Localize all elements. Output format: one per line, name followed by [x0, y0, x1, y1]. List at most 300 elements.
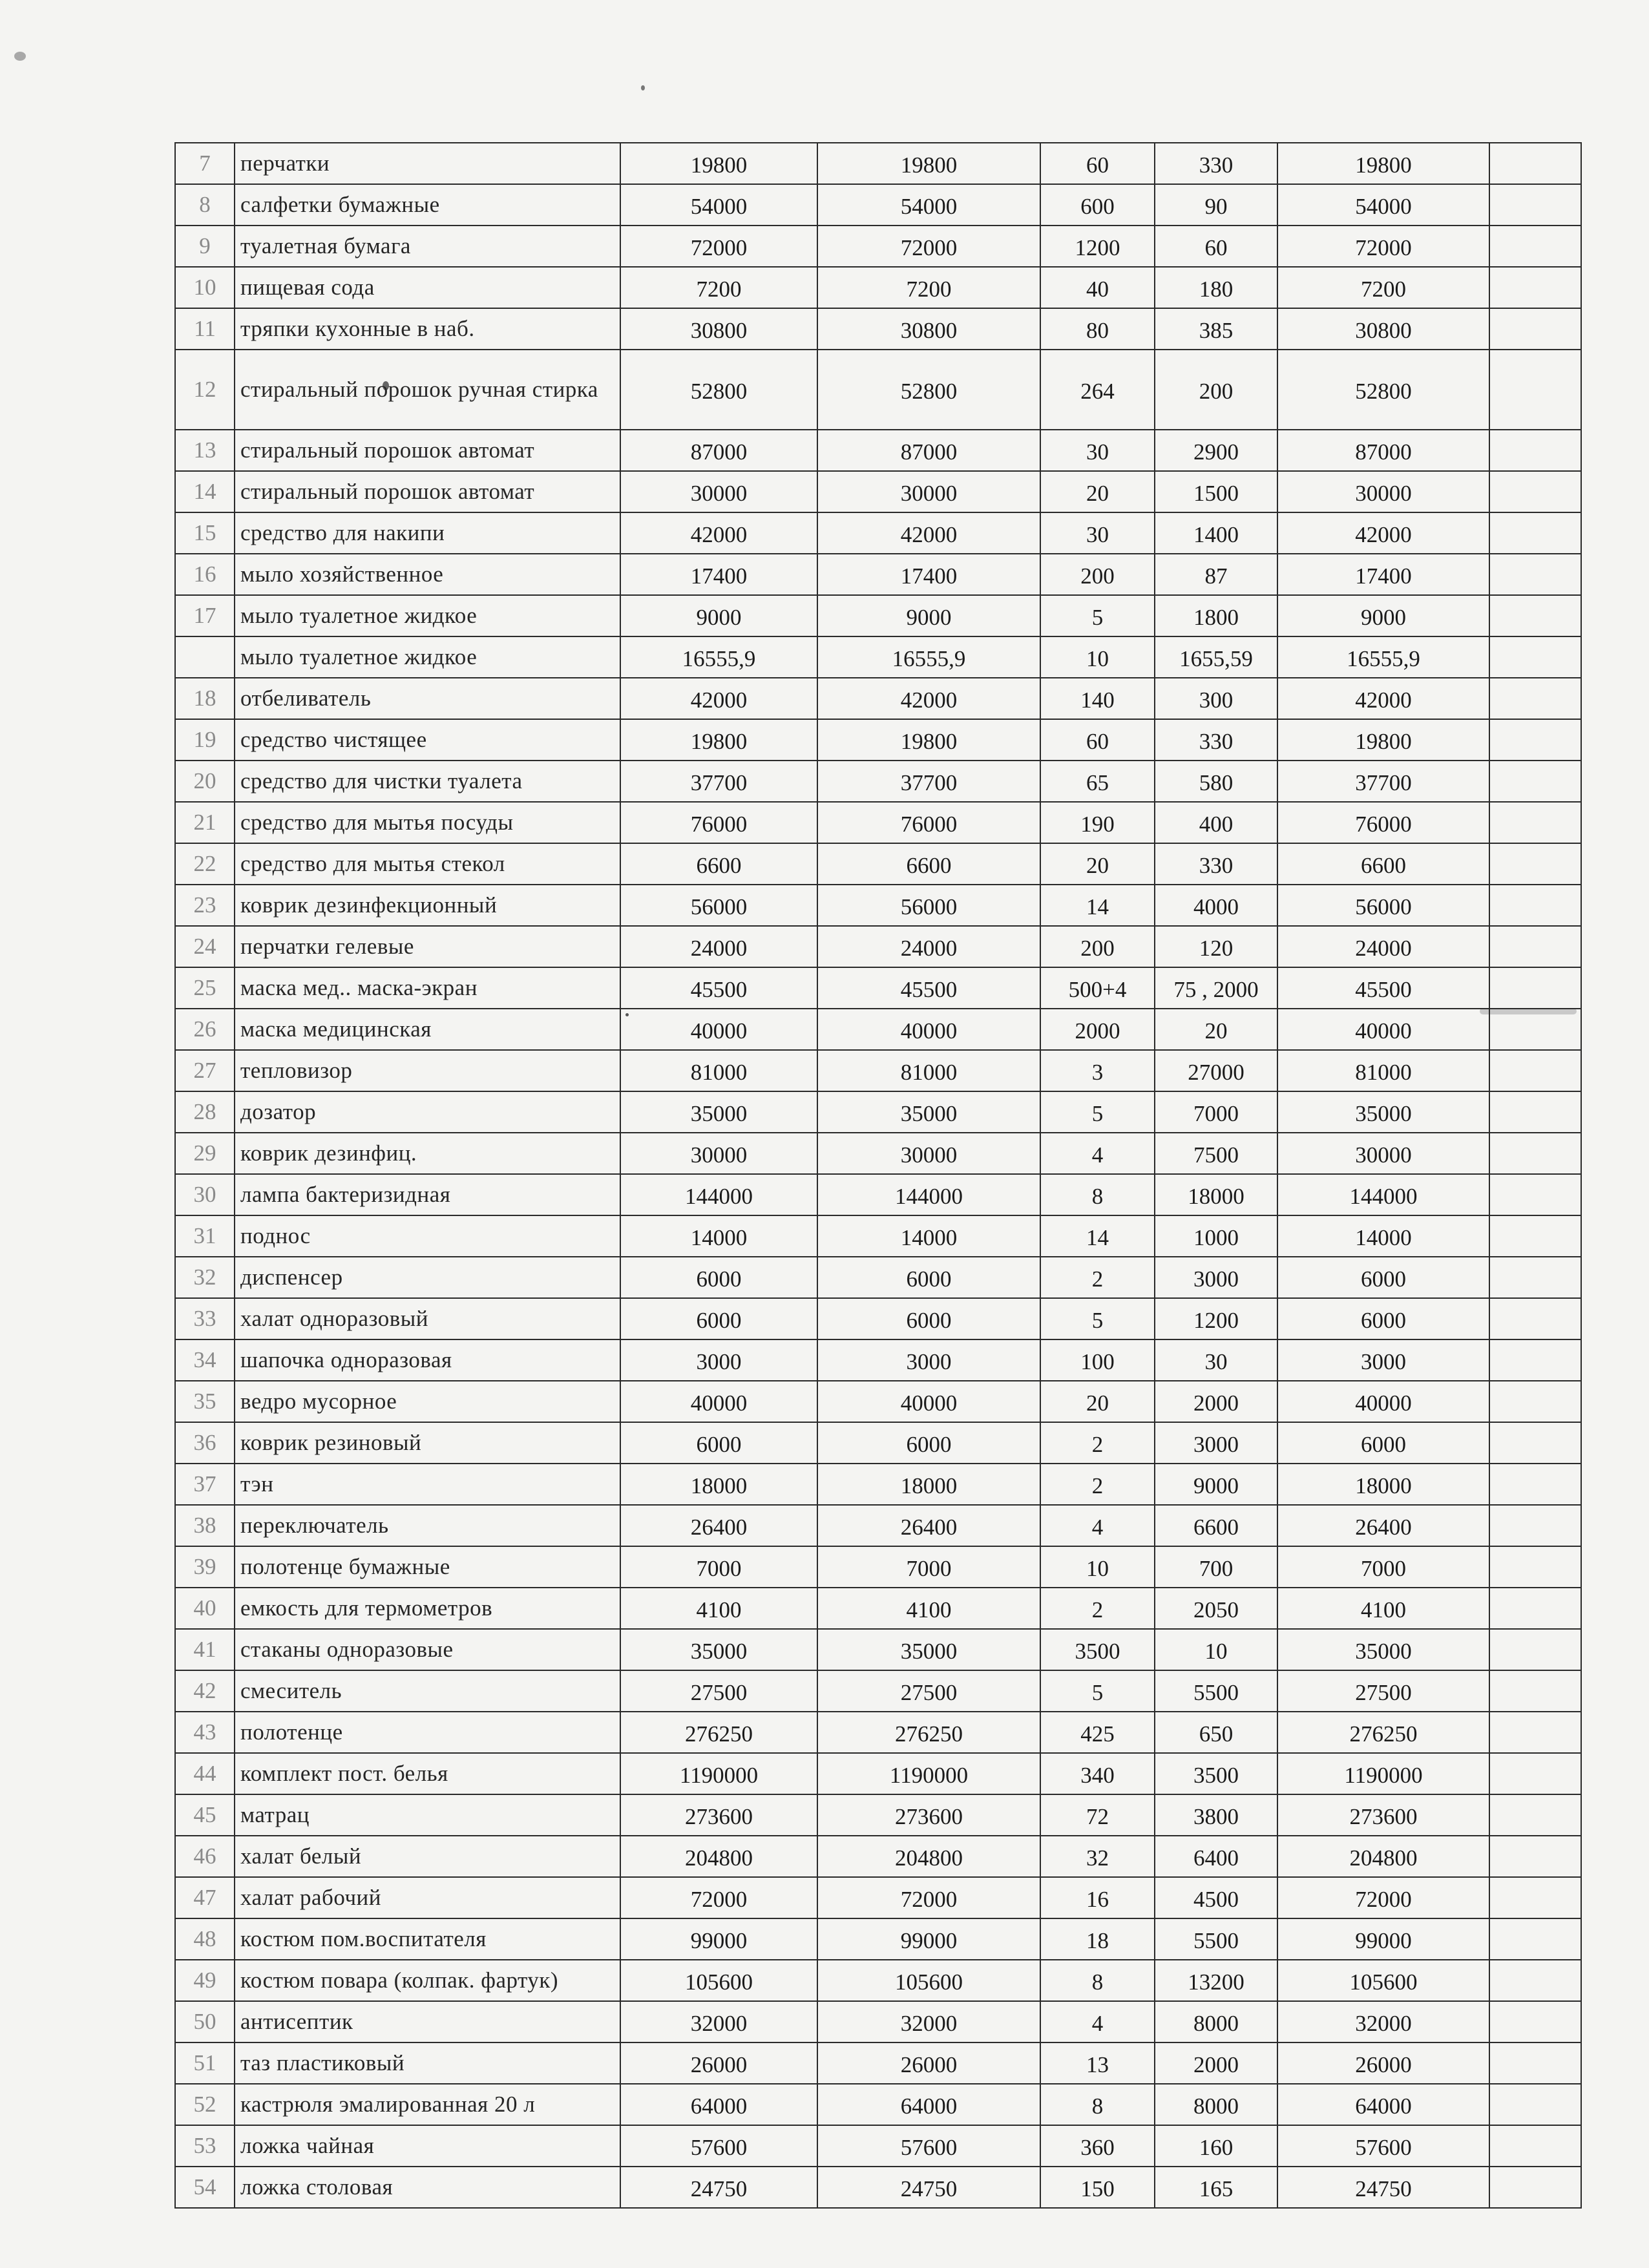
row-number: 52	[175, 2084, 235, 2125]
item-name: маска мед.. маска-экран	[235, 967, 620, 1009]
price-cell: 2000	[1155, 1381, 1277, 1422]
empty-cell	[1489, 1546, 1581, 1588]
table-row	[175, 802, 1581, 843]
amount-cell: 276250	[817, 1712, 1040, 1753]
total-cell: 54000	[1277, 184, 1489, 226]
total-cell: 35000	[1277, 1629, 1489, 1670]
empty-cell	[1489, 2125, 1581, 2167]
row-number: 34	[175, 1339, 235, 1381]
table-row	[175, 1215, 1581, 1257]
price-cell: 330	[1155, 143, 1277, 184]
amount-cell: 7000	[817, 1546, 1040, 1588]
table-row	[175, 1505, 1581, 1546]
amount-cell: 144000	[620, 1174, 817, 1215]
quantity-cell: 20	[1040, 843, 1155, 885]
item-name: мыло туалетное жидкое	[235, 595, 620, 636]
amount-cell: 204800	[620, 1836, 817, 1877]
amount-cell: 81000	[817, 1050, 1040, 1091]
amount-cell: 276250	[620, 1712, 817, 1753]
amount-cell: 30800	[620, 308, 817, 350]
quantity-cell: 8	[1040, 2084, 1155, 2125]
amount-cell: 56000	[817, 885, 1040, 926]
total-cell: 56000	[1277, 885, 1489, 926]
table-row	[175, 636, 1581, 678]
row-number: 43	[175, 1712, 235, 1753]
row-number: 15	[175, 512, 235, 554]
table-row	[175, 595, 1581, 636]
table-row	[175, 1670, 1581, 1712]
quantity-cell: 10	[1040, 1546, 1155, 1588]
price-cell: 4000	[1155, 885, 1277, 926]
amount-cell: 81000	[620, 1050, 817, 1091]
quantity-cell: 2000	[1040, 1009, 1155, 1050]
quantity-cell: 500+4	[1040, 967, 1155, 1009]
amount-cell: 19800	[620, 719, 817, 761]
table-row	[175, 1257, 1581, 1298]
amount-cell: 105600	[817, 1960, 1040, 2001]
empty-cell	[1489, 2084, 1581, 2125]
quantity-cell: 13	[1040, 2042, 1155, 2084]
price-cell: 13200	[1155, 1960, 1277, 2001]
price-cell: 20	[1155, 1009, 1277, 1050]
item-name: дозатор	[235, 1091, 620, 1133]
price-cell: 8000	[1155, 2084, 1277, 2125]
amount-cell: 37700	[817, 761, 1040, 802]
price-cell: 1400	[1155, 512, 1277, 554]
table-row	[175, 1464, 1581, 1505]
table-row	[175, 1960, 1581, 2001]
price-cell: 7000	[1155, 1091, 1277, 1133]
item-name: средство для накипи	[235, 512, 620, 554]
price-cell: 180	[1155, 267, 1277, 308]
table-row	[175, 1794, 1581, 1836]
empty-cell	[1489, 636, 1581, 678]
price-cell: 30	[1155, 1339, 1277, 1381]
amount-cell: 17400	[817, 554, 1040, 595]
amount-cell: 6000	[817, 1257, 1040, 1298]
table-row	[175, 885, 1581, 926]
table-row	[175, 184, 1581, 226]
table-row	[175, 1753, 1581, 1794]
item-name: емкость для термометров	[235, 1588, 620, 1629]
price-cell: 7500	[1155, 1133, 1277, 1174]
table-row	[175, 1009, 1581, 1050]
total-cell: 57600	[1277, 2125, 1489, 2167]
empty-cell	[1489, 761, 1581, 802]
row-number: 49	[175, 1960, 235, 2001]
total-cell: 27500	[1277, 1670, 1489, 1712]
quantity-cell: 2	[1040, 1588, 1155, 1629]
price-cell: 1200	[1155, 1298, 1277, 1339]
table-row	[175, 471, 1581, 512]
amount-cell: 40000	[817, 1381, 1040, 1422]
row-number: 31	[175, 1215, 235, 1257]
amount-cell: 99000	[817, 1918, 1040, 1960]
item-name: маска медицинская	[235, 1009, 620, 1050]
row-number: 24	[175, 926, 235, 967]
price-cell: 5500	[1155, 1670, 1277, 1712]
quantity-cell: 30	[1040, 512, 1155, 554]
price-cell: 75 , 2000	[1155, 967, 1277, 1009]
total-cell: 9000	[1277, 595, 1489, 636]
price-cell: 3800	[1155, 1794, 1277, 1836]
amount-cell: 6000	[817, 1298, 1040, 1339]
table-row	[175, 1422, 1581, 1464]
price-cell: 6400	[1155, 1836, 1277, 1877]
quantity-cell: 1200	[1040, 226, 1155, 267]
amount-cell: 24000	[817, 926, 1040, 967]
row-number: 40	[175, 1588, 235, 1629]
empty-cell	[1489, 1174, 1581, 1215]
quantity-cell: 65	[1040, 761, 1155, 802]
amount-cell: 40000	[817, 1009, 1040, 1050]
price-cell: 3000	[1155, 1257, 1277, 1298]
price-cell: 400	[1155, 802, 1277, 843]
empty-cell	[1489, 1960, 1581, 2001]
total-cell: 6000	[1277, 1298, 1489, 1339]
row-number: 38	[175, 1505, 235, 1546]
quantity-cell: 60	[1040, 719, 1155, 761]
item-name: стиральный порошок автомат	[235, 471, 620, 512]
item-name: халат рабочий	[235, 1877, 620, 1918]
amount-cell: 32000	[817, 2001, 1040, 2042]
empty-cell	[1489, 350, 1581, 430]
price-cell: 3500	[1155, 1753, 1277, 1794]
empty-cell	[1489, 267, 1581, 308]
total-cell: 105600	[1277, 1960, 1489, 2001]
quantity-cell: 4	[1040, 1505, 1155, 1546]
total-cell: 14000	[1277, 1215, 1489, 1257]
row-number: 53	[175, 2125, 235, 2167]
total-cell: 99000	[1277, 1918, 1489, 1960]
item-name: мыло туалетное жидкое	[235, 636, 620, 678]
row-number: 35	[175, 1381, 235, 1422]
item-name: стиральный порошок автомат	[235, 430, 620, 471]
total-cell: 45500	[1277, 967, 1489, 1009]
table-row	[175, 350, 1581, 430]
amount-cell: 24750	[817, 2167, 1040, 2208]
item-name: средство для мытья стекол	[235, 843, 620, 885]
empty-cell	[1489, 1422, 1581, 1464]
total-cell: 30000	[1277, 1133, 1489, 1174]
empty-cell	[1489, 885, 1581, 926]
total-cell: 18000	[1277, 1464, 1489, 1505]
row-number: 28	[175, 1091, 235, 1133]
row-number: 36	[175, 1422, 235, 1464]
table-row	[175, 267, 1581, 308]
row-number: 9	[175, 226, 235, 267]
item-name: переключатель	[235, 1505, 620, 1546]
quantity-cell: 2	[1040, 1422, 1155, 1464]
price-cell: 2000	[1155, 2042, 1277, 2084]
total-cell: 32000	[1277, 2001, 1489, 2042]
price-cell: 1500	[1155, 471, 1277, 512]
empty-cell	[1489, 1050, 1581, 1091]
row-number: 7	[175, 143, 235, 184]
quantity-cell: 10	[1040, 636, 1155, 678]
row-number: 37	[175, 1464, 235, 1505]
amount-cell: 35000	[620, 1091, 817, 1133]
item-name: тепловизор	[235, 1050, 620, 1091]
price-cell: 300	[1155, 678, 1277, 719]
quantity-cell: 18	[1040, 1918, 1155, 1960]
row-number: 50	[175, 2001, 235, 2042]
amount-cell: 14000	[817, 1215, 1040, 1257]
amount-cell: 54000	[817, 184, 1040, 226]
quantity-cell: 14	[1040, 1215, 1155, 1257]
price-cell: 120	[1155, 926, 1277, 967]
row-number: 11	[175, 308, 235, 350]
table-row	[175, 1174, 1581, 1215]
amount-cell: 87000	[620, 430, 817, 471]
amount-cell: 19800	[817, 143, 1040, 184]
quantity-cell: 20	[1040, 471, 1155, 512]
amount-cell: 30000	[817, 471, 1040, 512]
amount-cell: 56000	[620, 885, 817, 926]
quantity-cell: 32	[1040, 1836, 1155, 1877]
item-name: ложка столовая	[235, 2167, 620, 2208]
amount-cell: 42000	[817, 512, 1040, 554]
table-row	[175, 1381, 1581, 1422]
empty-cell	[1489, 1505, 1581, 1546]
item-name: средство чистящее	[235, 719, 620, 761]
empty-cell	[1489, 143, 1581, 184]
empty-cell	[1489, 471, 1581, 512]
price-cell: 60	[1155, 226, 1277, 267]
quantity-cell: 3500	[1040, 1629, 1155, 1670]
amount-cell: 273600	[817, 1794, 1040, 1836]
table-row	[175, 143, 1581, 184]
quantity-cell: 425	[1040, 1712, 1155, 1753]
price-cell: 2900	[1155, 430, 1277, 471]
quantity-cell: 200	[1040, 554, 1155, 595]
amount-cell: 54000	[620, 184, 817, 226]
row-number: 13	[175, 430, 235, 471]
total-cell: 19800	[1277, 143, 1489, 184]
empty-cell	[1489, 1877, 1581, 1918]
empty-cell	[1489, 1794, 1581, 1836]
item-name: антисептик	[235, 2001, 620, 2042]
price-cell: 580	[1155, 761, 1277, 802]
scan-speck	[641, 85, 645, 90]
table-row	[175, 967, 1581, 1009]
row-number: 20	[175, 761, 235, 802]
quantity-cell: 340	[1040, 1753, 1155, 1794]
row-number: 32	[175, 1257, 235, 1298]
item-name: таз пластиковый	[235, 2042, 620, 2084]
table-row	[175, 1339, 1581, 1381]
empty-cell	[1489, 1009, 1581, 1050]
total-cell: 144000	[1277, 1174, 1489, 1215]
row-number: 12	[175, 350, 235, 430]
table-row	[175, 2042, 1581, 2084]
price-cell: 27000	[1155, 1050, 1277, 1091]
amount-cell: 16555,9	[817, 636, 1040, 678]
quantity-cell: 150	[1040, 2167, 1155, 2208]
empty-cell	[1489, 554, 1581, 595]
amount-cell: 7000	[620, 1546, 817, 1588]
item-name: перчатки гелевые	[235, 926, 620, 967]
amount-cell: 45500	[620, 967, 817, 1009]
empty-cell	[1489, 1339, 1581, 1381]
amount-cell: 7200	[620, 267, 817, 308]
total-cell: 81000	[1277, 1050, 1489, 1091]
item-name: поднос	[235, 1215, 620, 1257]
table-row	[175, 554, 1581, 595]
empty-cell	[1489, 1091, 1581, 1133]
row-number: 54	[175, 2167, 235, 2208]
amount-cell: 26000	[817, 2042, 1040, 2084]
item-name: кастрюля эмалированная 20 л	[235, 2084, 620, 2125]
quantity-cell: 8	[1040, 1960, 1155, 2001]
item-name: халат белый	[235, 1836, 620, 1877]
empty-cell	[1489, 1133, 1581, 1174]
amount-cell: 24000	[620, 926, 817, 967]
item-name: шапочка одноразовая	[235, 1339, 620, 1381]
supplies-table	[174, 142, 1582, 2209]
amount-cell: 6600	[817, 843, 1040, 885]
amount-cell: 76000	[620, 802, 817, 843]
quantity-cell: 140	[1040, 678, 1155, 719]
empty-cell	[1489, 1670, 1581, 1712]
table-row	[175, 2084, 1581, 2125]
row-number: 8	[175, 184, 235, 226]
empty-cell	[1489, 719, 1581, 761]
amount-cell: 57600	[817, 2125, 1040, 2167]
table-row	[175, 1050, 1581, 1091]
quantity-cell: 72	[1040, 1794, 1155, 1836]
total-cell: 24750	[1277, 2167, 1489, 2208]
row-number: 17	[175, 595, 235, 636]
total-cell: 35000	[1277, 1091, 1489, 1133]
row-number: 10	[175, 267, 235, 308]
amount-cell: 64000	[817, 2084, 1040, 2125]
amount-cell: 37700	[620, 761, 817, 802]
row-number: 42	[175, 1670, 235, 1712]
table-row	[175, 1298, 1581, 1339]
item-name: халат одноразовый	[235, 1298, 620, 1339]
row-number: 41	[175, 1629, 235, 1670]
amount-cell: 105600	[620, 1960, 817, 2001]
amount-cell: 9000	[620, 595, 817, 636]
quantity-cell: 5	[1040, 1670, 1155, 1712]
row-number: 30	[175, 1174, 235, 1215]
amount-cell: 7200	[817, 267, 1040, 308]
amount-cell: 30000	[620, 1133, 817, 1174]
empty-cell	[1489, 843, 1581, 885]
item-name: коврик резиновый	[235, 1422, 620, 1464]
empty-cell	[1489, 184, 1581, 226]
empty-cell	[1489, 2042, 1581, 2084]
amount-cell: 17400	[620, 554, 817, 595]
empty-cell	[1489, 1298, 1581, 1339]
row-number: 21	[175, 802, 235, 843]
amount-cell: 99000	[620, 1918, 817, 1960]
table-row	[175, 1877, 1581, 1918]
total-cell: 6000	[1277, 1422, 1489, 1464]
item-name: стаканы одноразовые	[235, 1629, 620, 1670]
quantity-cell: 200	[1040, 926, 1155, 967]
amount-cell: 6000	[620, 1257, 817, 1298]
amount-cell: 42000	[817, 678, 1040, 719]
table-row	[175, 1133, 1581, 1174]
quantity-cell: 2	[1040, 1464, 1155, 1505]
amount-cell: 72000	[620, 226, 817, 267]
table-row	[175, 761, 1581, 802]
item-name: стиральный порошок ручная стирка	[235, 350, 620, 430]
item-name: полотенце	[235, 1712, 620, 1753]
amount-cell: 35000	[817, 1091, 1040, 1133]
price-cell: 87	[1155, 554, 1277, 595]
amount-cell: 35000	[620, 1629, 817, 1670]
amount-cell: 16555,9	[620, 636, 817, 678]
row-number: 45	[175, 1794, 235, 1836]
amount-cell: 1190000	[817, 1753, 1040, 1794]
row-number: 33	[175, 1298, 235, 1339]
amount-cell: 273600	[620, 1794, 817, 1836]
empty-cell	[1489, 1629, 1581, 1670]
amount-cell: 35000	[817, 1629, 1040, 1670]
item-name: отбеливатель	[235, 678, 620, 719]
amount-cell: 30000	[817, 1133, 1040, 1174]
item-name: пищевая сода	[235, 267, 620, 308]
amount-cell: 14000	[620, 1215, 817, 1257]
total-cell: 24000	[1277, 926, 1489, 967]
item-name: перчатки	[235, 143, 620, 184]
table-row	[175, 926, 1581, 967]
table-row	[175, 2167, 1581, 2208]
table-row	[175, 308, 1581, 350]
price-cell: 330	[1155, 719, 1277, 761]
amount-cell: 6600	[620, 843, 817, 885]
table-row	[175, 512, 1581, 554]
total-cell: 6000	[1277, 1257, 1489, 1298]
amount-cell: 19800	[620, 143, 817, 184]
table-row	[175, 678, 1581, 719]
total-cell: 6600	[1277, 843, 1489, 885]
empty-cell	[1489, 1381, 1581, 1422]
row-number: 25	[175, 967, 235, 1009]
table-row	[175, 1918, 1581, 1960]
amount-cell: 9000	[817, 595, 1040, 636]
amount-cell: 72000	[817, 1877, 1040, 1918]
table-body	[175, 143, 1581, 2208]
amount-cell: 40000	[620, 1009, 817, 1050]
quantity-cell: 264	[1040, 350, 1155, 430]
quantity-cell: 14	[1040, 885, 1155, 926]
item-name: костюм пом.воспитателя	[235, 1918, 620, 1960]
table-row	[175, 1836, 1581, 1877]
quantity-cell: 4	[1040, 2001, 1155, 2042]
amount-cell: 18000	[817, 1464, 1040, 1505]
amount-cell: 26400	[817, 1505, 1040, 1546]
quantity-cell: 5	[1040, 595, 1155, 636]
total-cell: 26400	[1277, 1505, 1489, 1546]
empty-cell	[1489, 2001, 1581, 2042]
quantity-cell: 360	[1040, 2125, 1155, 2167]
row-number: 29	[175, 1133, 235, 1174]
item-name: костюм повара (колпак. фартук)	[235, 1960, 620, 2001]
row-number: 19	[175, 719, 235, 761]
amount-cell: 6000	[620, 1298, 817, 1339]
empty-cell	[1489, 967, 1581, 1009]
price-cell: 1800	[1155, 595, 1277, 636]
item-name: ложка чайная	[235, 2125, 620, 2167]
empty-cell	[1489, 2167, 1581, 2208]
quantity-cell: 2	[1040, 1257, 1155, 1298]
item-name: салфетки бумажные	[235, 184, 620, 226]
empty-cell	[1489, 1464, 1581, 1505]
